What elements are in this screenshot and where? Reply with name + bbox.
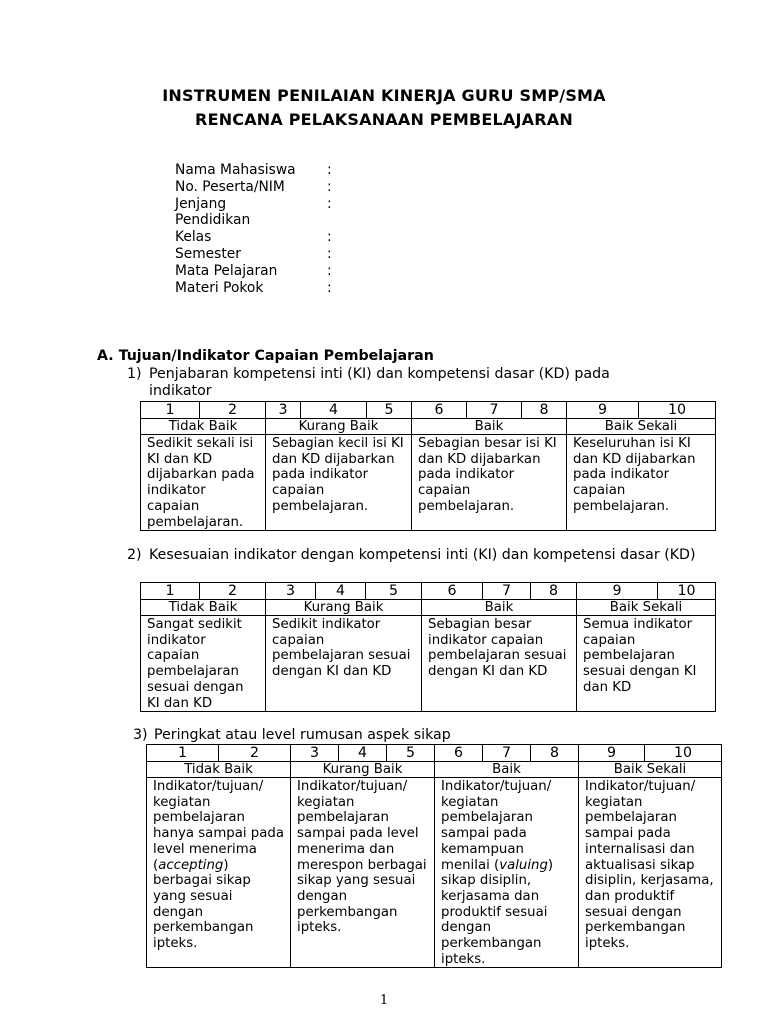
category-cell: Baik [412,419,567,435]
score-row [141,402,716,419]
category-cell: Tidak Baik [141,600,266,616]
criterion-number: 1) [127,366,142,382]
description-row [147,778,722,968]
category-cell: Kurang Baik [266,600,422,616]
description-cell: Sedikit sekali isi KI dan KD dijabarkan pada indikator capaian pembelajaran. [141,435,266,531]
score-cell: 10 [639,402,716,419]
score-cell: 9 [577,583,658,600]
identity-row-kelas [175,229,375,246]
description-cell: Indikator/tujuan/ kegiatan pembelajaran hanya sampai pada level menerima (accepting) berbagai sikap yang sesuai dengan perkembangan ipteks. [147,778,291,968]
category-cell: Baik Sekali [577,600,716,616]
description-row [141,616,716,712]
category-cell: Baik [435,762,579,778]
criterion-text: Penjabaran kompetensi inti (KI) dan kompetensi dasar (KD) pada indikator [149,366,610,399]
score-cell: 6 [435,745,483,762]
criterion-text: Kesesuaian indikator dengan kompetensi inti (KI) dan kompetensi dasar (KD) [149,547,696,563]
score-cell: 8 [531,745,579,762]
score-cell: 10 [645,745,722,762]
identity-colon: : [327,162,332,178]
score-cell: 7 [483,583,531,600]
page-number: 1 [379,993,389,1008]
category-row [147,762,722,778]
identity-label: No. Peserta/NIM [175,178,285,195]
document-title-line2: RENCANA PELAKSANAAN PEMBELAJARAN [195,110,573,129]
score-cell: 5 [366,583,422,600]
score-cell: 2 [200,402,266,419]
category-cell: Kurang Baik [266,419,412,435]
identity-label: Nama Mahasiswa [175,162,296,178]
score-row [147,745,722,762]
category-cell: Baik Sekali [567,419,716,435]
description-cell: Sebagian kecil isi KI dan KD dijabarkan pada indikator capaian pembelajaran. [266,435,412,531]
category-row [141,600,716,616]
score-cell: 2 [219,745,291,762]
identity-colon: : [327,229,332,246]
identity-colon: : [327,195,332,212]
score-cell: 8 [531,583,577,600]
identity-colon: : [327,245,332,262]
category-cell: Baik [422,600,577,616]
score-cell: 4 [339,745,387,762]
identity-label: Mata Pelajaran [175,262,278,279]
identity-row-semester [175,246,375,263]
description-cell: Sebagian besar indikator capaian pembelajaran sesuai dengan KI dan KD [422,616,577,712]
identity-row-nim [175,179,375,196]
score-cell: 7 [483,745,531,762]
description-cell: Keseluruhan isi KI dan KD dijabarkan pada indikator capaian pembelajaran. [567,435,716,531]
criterion-text: Peringkat atau level rumusan aspek sikap [154,727,451,743]
description-cell: Sebagian besar isi KI dan KD dijabarkan pada indikator capaian pembelajaran. [412,435,567,531]
category-cell: Tidak Baik [141,419,266,435]
score-cell: 9 [567,402,639,419]
identity-row-mapel [175,263,375,280]
identity-colon: : [327,178,332,195]
category-row [141,419,716,435]
rubric-table-2 [140,582,716,712]
category-cell: Kurang Baik [291,762,435,778]
identity-row-nama [175,162,375,179]
description-cell: Indikator/tujuan/ kegiatan pembelajaran sampai pada level menerima dan merespon berbagai sikap yang sesuai dengan perkembangan ipteks. [291,778,435,968]
identity-label: Semester [175,245,241,262]
score-cell: 4 [301,402,367,419]
criterion-number: 2) [127,547,142,563]
rubric-table-1 [140,401,716,531]
score-cell: 9 [579,745,645,762]
score-cell: 7 [467,402,522,419]
score-cell: 3 [266,583,316,600]
description-cell: Indikator/tujuan/ kegiatan pembelajaran sampai pada kemampuan menilai (valuing) sikap disiplin, kerjasama dan produktif sesuai dengan perkembangan ipteks. [435,778,579,968]
score-cell: 6 [412,402,467,419]
category-cell: Baik Sekali [579,762,722,778]
rubric-table-3 [146,744,722,968]
description-row [141,435,716,531]
score-cell: 1 [141,402,200,419]
score-cell: 5 [367,402,412,419]
score-cell: 8 [522,402,567,419]
score-cell: 1 [141,583,200,600]
score-cell: 2 [200,583,266,600]
section-a-heading: A. Tujuan/Indikator Capaian Pembelajaran [97,348,434,364]
identity-row-jenjang [175,196,375,230]
score-cell: 3 [266,402,301,419]
description-cell: Indikator/tujuan/ kegiatan pembelajaran sampai pada internalisasi dan aktualisasi sikap disiplin, kerjasama, dan produktif sesuai dengan perkembangan ipteks. [579,778,722,968]
description-cell: Semua indikator capaian pembelajaran sesuai dengan KI dan KD [577,616,716,712]
identity-block [175,162,375,296]
identity-label: Kelas [175,229,212,246]
description-cell: Sangat sedikit indikator capaian pembelajaran sesuai dengan KI dan KD [141,616,266,712]
italic-term: accepting [158,857,224,873]
identity-label: Jenjang Pendidikan [175,195,251,229]
identity-colon: : [327,262,332,279]
category-cell: Tidak Baik [147,762,291,778]
identity-label: Materi Pokok [175,279,264,296]
score-cell: 5 [387,745,435,762]
identity-colon: : [327,279,332,296]
criterion-number: 3) [133,727,148,743]
score-cell: 1 [147,745,219,762]
description-cell: Sedikit indikator capaian pembelajaran sesuai dengan KI dan KD [266,616,422,712]
score-cell: 6 [422,583,483,600]
score-cell: 3 [291,745,339,762]
identity-row-materi [175,280,375,297]
document-title-line1: INSTRUMEN PENILAIAN KINERJA GURU SMP/SMA [162,86,606,105]
italic-term: valuing [499,857,548,873]
score-row [141,583,716,600]
score-cell: 4 [316,583,366,600]
score-cell: 10 [658,583,716,600]
